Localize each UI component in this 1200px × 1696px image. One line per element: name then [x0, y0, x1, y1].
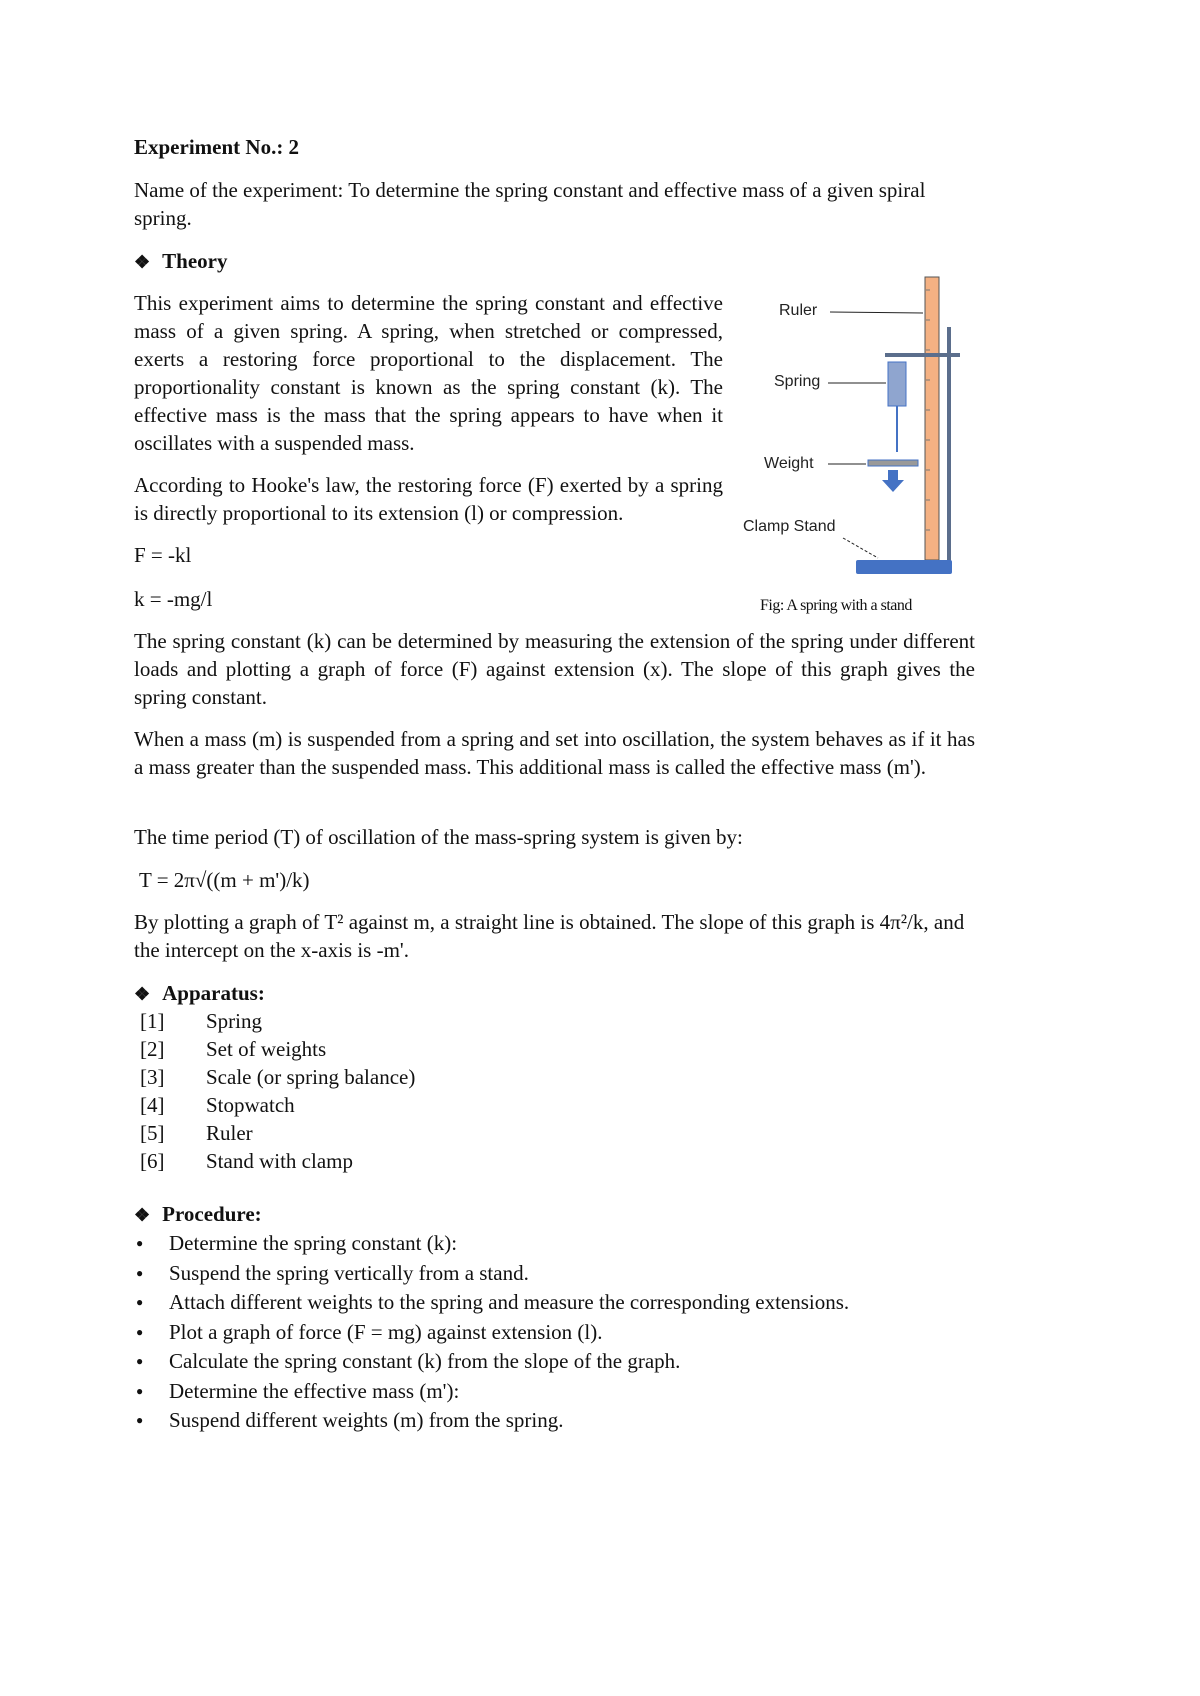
bullet-icon: ●	[136, 1236, 144, 1250]
procedure-heading-text: Procedure:	[162, 1202, 262, 1226]
item-text: Plot a graph of force (F = mg) against extension (l).	[169, 1319, 603, 1344]
item-number: [1]	[140, 1009, 165, 1033]
item-text: Spring	[206, 1009, 263, 1033]
procedure-item	[134, 1259, 975, 1289]
stand-rod	[947, 327, 951, 563]
item-text: Suspend different weights (m) from the spring.	[169, 1408, 564, 1432]
theory-paragraph-2: According to Hooke's law, the restoring force (F) exerted by a spring is directly proportional to its extension (l) or compression.	[134, 473, 723, 525]
apparatus-item	[134, 1147, 975, 1175]
apparatus-item	[134, 1063, 975, 1091]
theory-heading-text: Theory	[162, 249, 228, 273]
theory-paragraph-1: This experiment aims to determine the spring constant and effective mass of a given spring. A spring, when stretched or compressed, exerts a restoring force proportional to the displacement. The proportionality constant is known as the spring constant (k). The effective mass is the mass that the spring appears to have when it oscillates with a suspended mass.	[134, 291, 723, 455]
ruler-shape	[925, 277, 939, 560]
diamond-bullet-icon: ❖	[134, 252, 151, 272]
ruler-label: Ruler	[779, 302, 818, 319]
item-text: Attach different weights to the spring and measure the corresponding extensions.	[169, 1290, 850, 1314]
item-text: Determine the spring constant (k):	[169, 1231, 458, 1255]
item-number: [6]	[140, 1149, 165, 1173]
weight-label: Weight	[764, 455, 814, 472]
bullet-icon: ●	[136, 1295, 144, 1309]
item-text: Stand with clamp	[206, 1149, 353, 1173]
item-number: [4]	[140, 1093, 165, 1117]
stand-base	[856, 560, 952, 574]
apparatus-heading	[134, 979, 975, 1008]
figure-caption: Fig: A spring with a stand	[760, 597, 912, 614]
bullet-icon: ●	[136, 1383, 144, 1398]
bullet-icon: ●	[136, 1413, 144, 1427]
item-text: Determine the effective mass (m'):	[169, 1378, 460, 1403]
equation-k: k = -mg/l	[134, 587, 213, 611]
procedure-item	[134, 1377, 975, 1407]
procedure-item	[134, 1318, 975, 1348]
item-text: Suspend the spring vertically from a stand.	[169, 1260, 529, 1285]
spring-shape	[888, 362, 906, 406]
theory-paragraph-3: The spring constant (k) can be determined by measuring the extension of the spring under different loads and plotting a graph of force (F) against extension (x). The slope of this graph gives the spring constant.	[134, 629, 975, 709]
theory-paragraph-6: By plotting a graph of T² against m, a straight line is obtained. The slope of this graph is 4π²/k, and the intercept on the x-axis is -m'.	[134, 910, 965, 962]
apparatus-heading-text: Apparatus:	[162, 981, 265, 1005]
item-number: [3]	[140, 1065, 165, 1089]
procedure-item	[134, 1347, 975, 1377]
bullet-icon: ●	[136, 1354, 144, 1368]
bullet-icon: ●	[136, 1265, 144, 1280]
apparatus-item	[134, 1007, 975, 1035]
item-number: [2]	[140, 1037, 165, 1061]
clamp-arm	[885, 353, 960, 357]
equation-hooke: F = -kl	[134, 543, 192, 567]
item-text: Stopwatch	[206, 1093, 295, 1117]
diamond-bullet-icon: ❖	[134, 984, 151, 1004]
bullet-icon: ●	[136, 1324, 144, 1339]
theory-paragraph-4: When a mass (m) is suspended from a spring and set into oscillation, the system behaves as if it has a mass greater than the suspended mass. This additional mass is called the effective mass (m').	[134, 727, 975, 779]
spring-stand-figure	[740, 270, 980, 590]
procedure-heading	[134, 1200, 975, 1229]
item-text: Ruler	[206, 1121, 253, 1145]
experiment-title: Experiment No.: 2	[134, 135, 300, 159]
procedure-item	[134, 1229, 975, 1259]
item-text: Scale (or spring balance)	[206, 1065, 416, 1089]
down-arrow-icon	[882, 470, 904, 492]
clamp-stand-label: Clamp Stand	[743, 518, 836, 535]
experiment-name: Name of the experiment: To determine the spring constant and effective mass of a given spiral spring.	[134, 178, 926, 230]
apparatus-list	[134, 1007, 975, 1175]
procedure-item	[134, 1288, 975, 1318]
item-text: Set of weights	[206, 1037, 327, 1061]
apparatus-item	[134, 1035, 975, 1063]
diamond-bullet-icon: ❖	[134, 1205, 151, 1225]
procedure-item	[134, 1406, 975, 1436]
apparatus-item	[134, 1091, 975, 1119]
spring-label: Spring	[774, 373, 821, 390]
item-number: [5]	[140, 1121, 165, 1145]
procedure-list	[134, 1229, 975, 1436]
equation-period: T = 2π√((m + m')/k)	[139, 868, 310, 892]
theory-paragraph-5: The time period (T) of oscillation of the mass-spring system is given by:	[134, 825, 743, 849]
apparatus-item	[134, 1119, 975, 1147]
item-text: Calculate the spring constant (k) from the slope of the graph.	[169, 1349, 681, 1373]
